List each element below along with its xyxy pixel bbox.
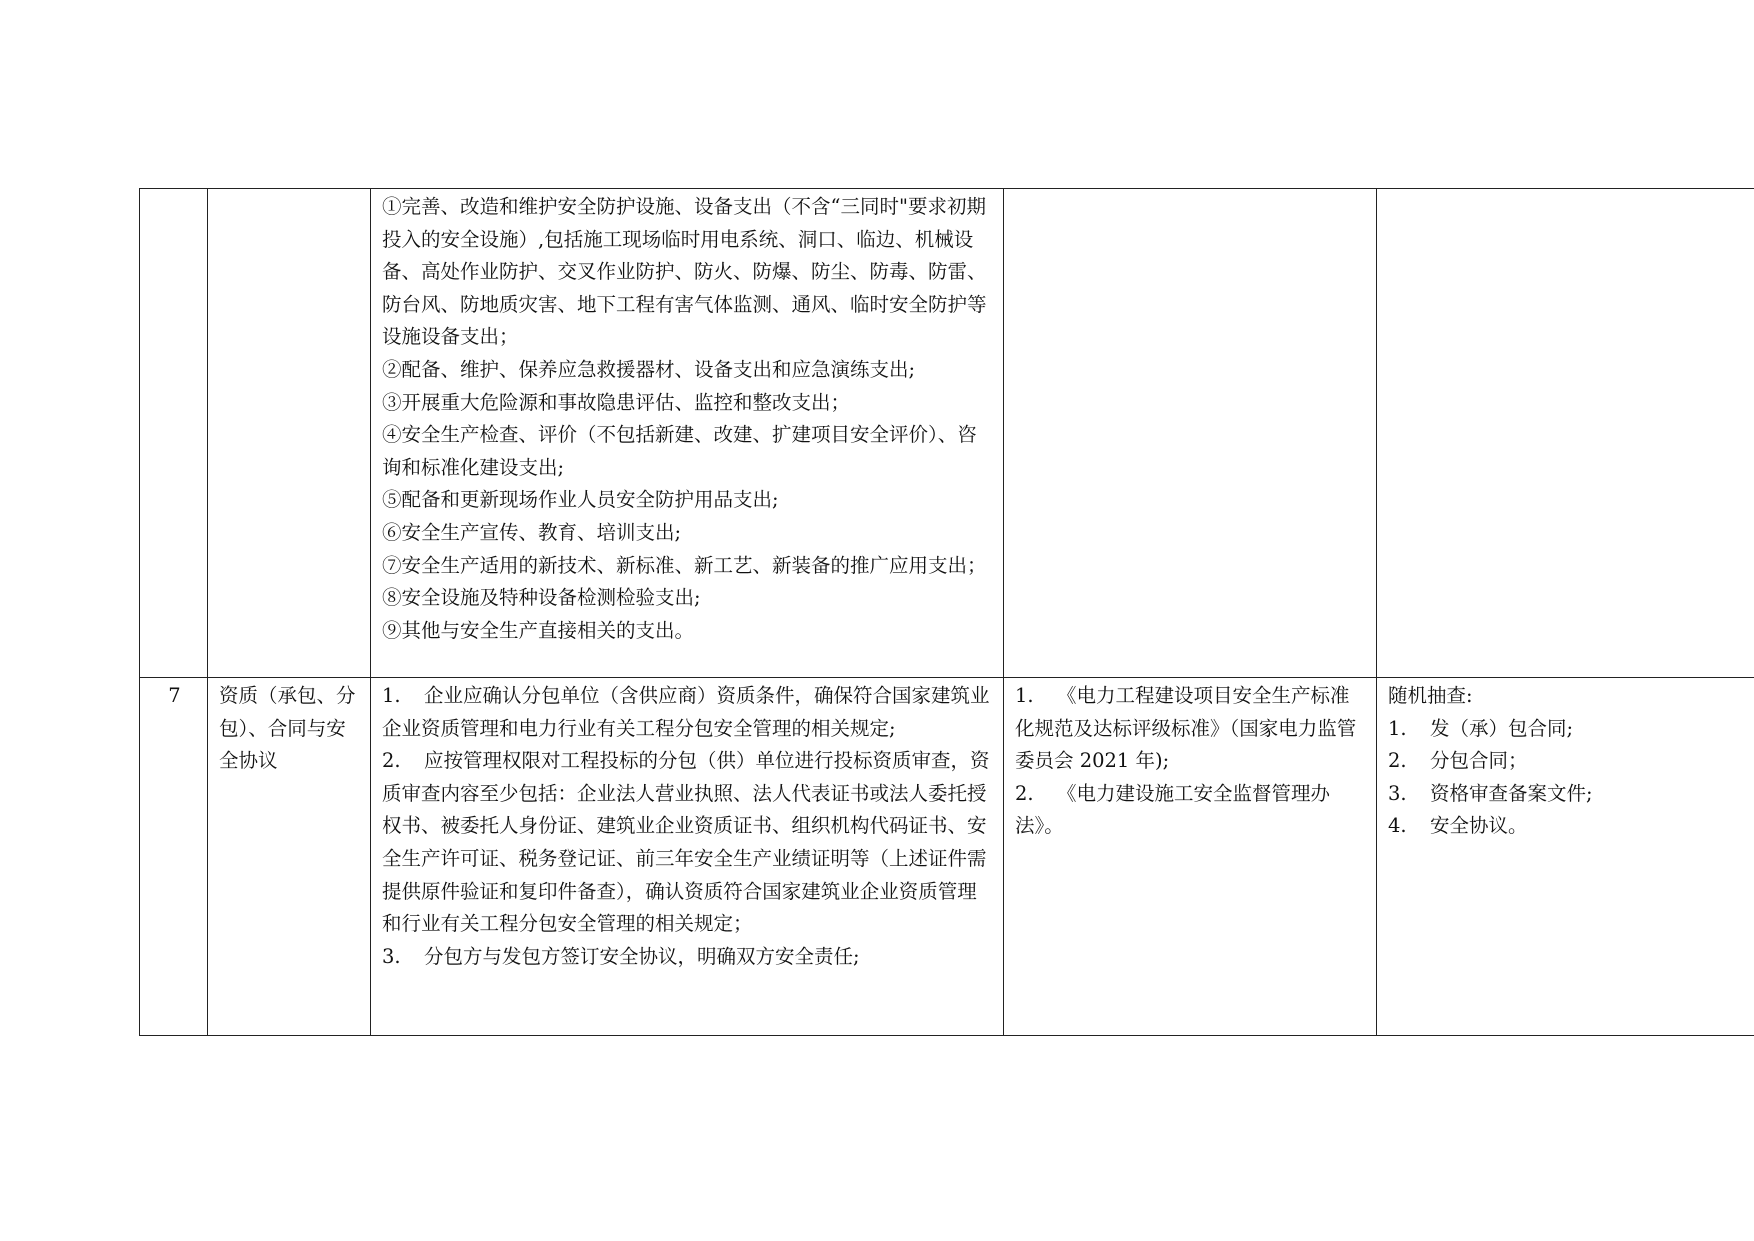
cell-item (208, 189, 371, 678)
item-number: 1. (1015, 684, 1034, 707)
method-item (1388, 745, 1745, 778)
content-line: ⑧安全设施及特种设备检测检验支出; (382, 586, 701, 610)
content-item (382, 680, 994, 745)
item-number: 2. (382, 749, 401, 773)
cell-method (1377, 678, 1754, 1036)
item-number: 1. (1388, 716, 1407, 740)
content-line: ③开展重大危险源和事故隐患评估、监控和整改支出； (382, 390, 851, 414)
content-line: ⑨其他与安全生产直接相关的支出。 (382, 618, 695, 642)
document-table (139, 188, 1754, 1036)
item-number: 3. (1388, 781, 1407, 805)
basis-item (1015, 680, 1367, 778)
cell-number: 7 (140, 678, 208, 1036)
item-number: 4. (1388, 814, 1407, 838)
item-number: 3. (382, 944, 401, 968)
method-title: 随机抽查: (1388, 684, 1473, 707)
item-number: 2. (1388, 749, 1407, 773)
content-line: ⑥安全生产宣传、教育、培训支出; (382, 520, 682, 544)
item-number: 2. (1015, 781, 1034, 805)
method-item (1388, 810, 1745, 843)
cell-content (371, 678, 1004, 1036)
item-text: 安全协议。 (1430, 814, 1528, 838)
table-row-continuation (140, 189, 1754, 678)
item-text: 企业应确认分包单位（含供应商）资质条件，确保符合国家建筑业企业资质管理和电力行业有关工程分包安全管理的相关规定; (382, 684, 990, 740)
item-text: 发（承）包合同; (1430, 716, 1574, 740)
item-text: 《电力建设施工安全监督管理办法》。 (1015, 781, 1331, 838)
table-row-7 (140, 678, 1754, 1036)
cell-method (1377, 189, 1754, 678)
content-line: ④安全生产检查、评价（不包括新建、改建、扩建项目安全评价）、咨询和标准化建设支出; (382, 423, 977, 479)
content-line: ⑦安全生产适用的新技术、新标准、新工艺、新装备的推广应用支出； (382, 553, 987, 577)
item-text: 分包合同； (1430, 749, 1528, 773)
cell-content (371, 189, 1004, 678)
basis-item (1015, 778, 1367, 843)
method-item (1388, 778, 1745, 811)
cell-basis (1004, 189, 1377, 678)
content-line: ①完善、改造和维护安全防护设施、设备支出（不含“三同时"要求初期投入的安全设施）,包括施工现场临时用电系统、洞口、临边、机械设备、高处作业防护、交叉作业防护、防火、防爆、防尘、防毒、防雷、防台风、防地质灾害、地下工程有害气体监测、通风、临时安全防护等设施设备支出； (382, 195, 987, 349)
cell-number (140, 189, 208, 678)
item-text: 分包方与发包方签订安全协议，明确双方安全责任; (424, 944, 860, 968)
item-number: 1. (382, 684, 401, 707)
cell-item: 资质（承包、分包）、合同与安全协议 (208, 678, 371, 1036)
content-line: ⑤配备和更新现场作业人员安全防护用品支出; (382, 488, 779, 512)
item-text: 应按管理权限对工程投标的分包（供）单位进行投标资质审查，资质审查内容至少包括：企业法人营业执照、法人代表证书或法人委托授权书、被委托人身份证、建筑业企业资质证书、组织机构代码证书、安全生产许可证、税务登记证、前三年安全生产业绩证明等（上述证件需提供原件验证和复印件备查），确认资质符合国家建筑业企业资质管理和行业有关工程分包安全管理的相关规定； (382, 749, 990, 936)
content-line: ②配备、维护、保养应急救援器材、设备支出和应急演练支出; (382, 357, 916, 381)
content-item (382, 745, 994, 941)
item-text: 《电力工程建设项目安全生产标准化规范及达标评级标准》（国家电力监管委员会 2021 年); (1015, 684, 1357, 773)
item-text: 资格审查备案文件; (1430, 781, 1593, 805)
cell-basis (1004, 678, 1377, 1036)
method-item (1388, 713, 1745, 746)
content-item (382, 941, 994, 974)
